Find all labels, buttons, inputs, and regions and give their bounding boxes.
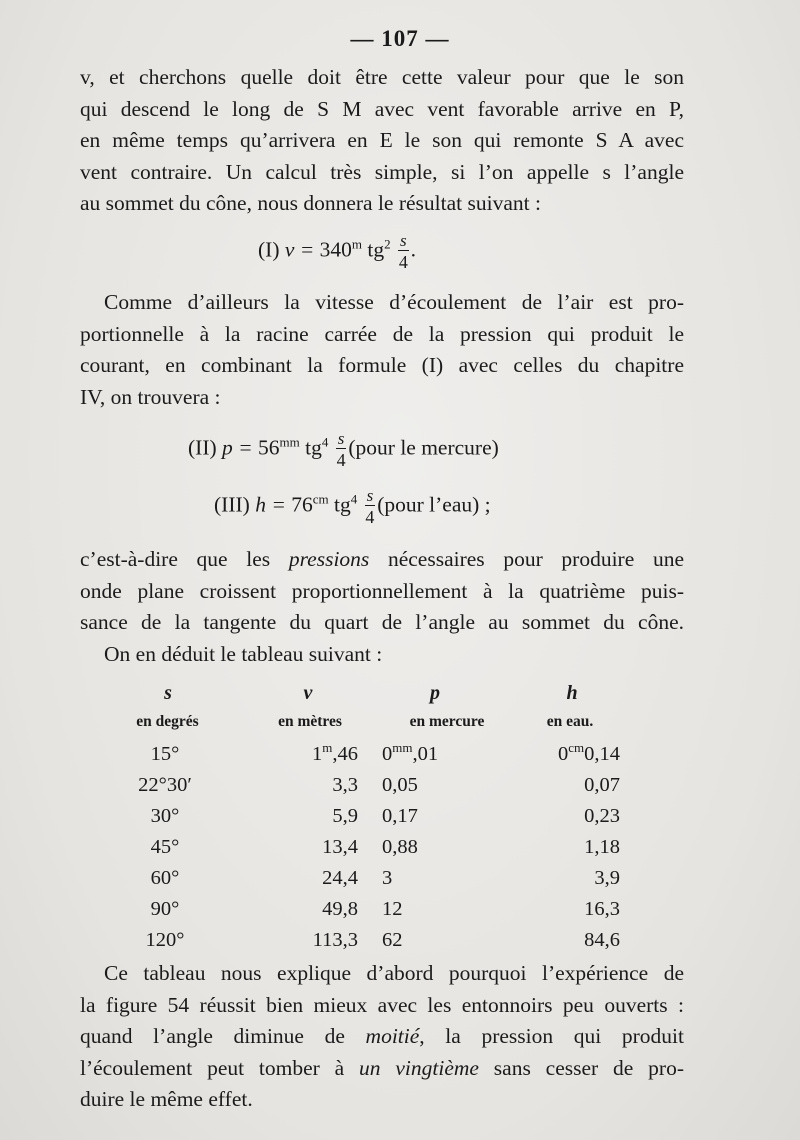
- unit-cell: en degrés: [136, 713, 199, 730]
- paragraph-1: [80, 62, 684, 220]
- table-row: [120, 774, 620, 805]
- table-cell-h: [520, 740, 620, 766]
- table-cell-h: [520, 898, 620, 921]
- table-cell-v: [248, 867, 358, 890]
- cell-text: 84,6: [584, 929, 620, 951]
- formula-power: 2: [384, 236, 391, 252]
- cell-text: 24,4: [322, 867, 358, 889]
- text-line: [80, 544, 684, 576]
- table-cell-h: [520, 867, 620, 890]
- cell-text: 0,07: [584, 774, 620, 796]
- cell-text: 12: [382, 898, 403, 920]
- text-span: sans cesser de pro-: [478, 1055, 684, 1080]
- table-row: [120, 867, 620, 898]
- table-header-row: [120, 682, 620, 713]
- paragraph-4: [80, 958, 684, 1116]
- formula-func: tg: [305, 435, 322, 460]
- text-span: nécessaires pour produire une: [369, 547, 684, 571]
- table-cell-v: [248, 740, 358, 766]
- formula-3: [214, 487, 491, 526]
- cell-text: 0,88: [382, 836, 418, 858]
- formula-unit: m: [351, 236, 363, 252]
- cell-text: 113,3: [312, 929, 358, 951]
- fraction: [365, 487, 376, 526]
- text-line: vent contraire. Un calcul très simple, si l’on appelle s l’angle: [80, 159, 684, 184]
- page-number: — 107 —: [350, 26, 450, 51]
- header-cell: s: [164, 682, 172, 704]
- text-line: en même temps qu’arrivera en E le son qui remonte S A avec: [80, 128, 684, 152]
- text-line: sance de la tangente du quart de l’angle au sommet du cône.: [80, 610, 684, 634]
- unit-cell: en eau.: [546, 713, 594, 730]
- text-line: IV, on trouvera :: [80, 384, 221, 409]
- fraction-numerator: s: [400, 231, 407, 250]
- header-cell: p: [430, 682, 440, 704]
- cell-unit: mm: [392, 740, 413, 756]
- table-cell-h: [520, 929, 620, 952]
- formula-lhs: p =: [222, 435, 253, 460]
- cell-text: 5,9: [332, 805, 358, 827]
- table-cell-s: 60°: [150, 867, 180, 889]
- fraction: [336, 430, 347, 469]
- fraction-numerator: s: [337, 429, 345, 448]
- table-cell-v: [248, 836, 358, 859]
- text-line: courant, en combinant la formule (I) avec celles du chapitre: [80, 353, 684, 377]
- text-span: , la pression qui produit: [419, 1024, 684, 1048]
- unit-cell: en mètres: [278, 713, 342, 730]
- text-line: la figure 54 réussit bien mieux avec les entonnoirs peu ouverts :: [80, 992, 684, 1017]
- table-cell-v: [248, 805, 358, 828]
- table-cell-h: [520, 774, 620, 797]
- text-span: l’écoulement peut tomber à: [80, 1055, 360, 1080]
- cell-text: 0,23: [584, 805, 620, 827]
- table-row: [120, 929, 620, 960]
- formula-unit: cm: [312, 491, 329, 507]
- cell-text: ,46: [332, 743, 358, 765]
- header-cell: h: [566, 682, 578, 704]
- table-cell-p: [382, 740, 492, 766]
- cell-text: 16,3: [584, 898, 620, 920]
- emphasis: un vingtième: [359, 1055, 479, 1080]
- text-line: v, et cherchons quelle doit être cette valeur pour que le son: [80, 65, 684, 89]
- fraction-denominator: 4: [336, 450, 346, 470]
- formula-label: (III): [214, 492, 250, 517]
- table-cell-p: [382, 836, 492, 859]
- formula-func: tg: [333, 492, 351, 517]
- data-table: [120, 682, 620, 960]
- formula-unit: mm: [279, 434, 300, 450]
- table-cell-s: 30°: [150, 805, 180, 827]
- table-cell-h: [520, 836, 620, 859]
- table-cell-v: [248, 929, 358, 952]
- text-line: Ce tableau nous explique d’abord pourquoi l’expérience de: [104, 961, 684, 985]
- cell-unit: cm: [568, 740, 585, 756]
- text-line: duire le même effet.: [80, 1087, 253, 1111]
- formula-note: (pour l’eau) ;: [377, 492, 491, 517]
- formula-lhs: v =: [284, 237, 315, 262]
- formula-lhs: h =: [255, 492, 286, 517]
- cell-text: ,01: [412, 743, 439, 765]
- cell-text: 0,14: [584, 743, 620, 765]
- cell-text: 62: [382, 929, 403, 951]
- paragraph-2: [80, 287, 684, 413]
- table-units-row: [120, 713, 620, 743]
- table-cell-p: [382, 774, 492, 797]
- formula-coef: 76: [291, 492, 313, 517]
- table-cell-s: 15°: [150, 743, 180, 765]
- table-cell-p: [382, 898, 492, 921]
- formula-func: tg: [367, 237, 385, 262]
- cell-text: 1: [312, 743, 323, 765]
- text-span: c’est-à-dire que les: [80, 547, 289, 571]
- formula-power: 4: [350, 491, 358, 507]
- text-line: [80, 1053, 684, 1085]
- text-line: On en déduit le tableau suivant :: [104, 641, 383, 666]
- table-row: [120, 740, 620, 774]
- formula-label: (I): [258, 237, 280, 262]
- cell-text: 0: [557, 743, 569, 765]
- table-row: [120, 898, 620, 929]
- formula-coef: 56: [258, 435, 280, 460]
- table-cell-v: [248, 774, 358, 797]
- table-body: [120, 740, 620, 960]
- formula-2: [188, 430, 499, 469]
- table-cell-h: [520, 805, 620, 828]
- fraction-denominator: 4: [398, 252, 408, 272]
- cell-text: 3,3: [332, 774, 358, 796]
- cell-text: 3,9: [594, 867, 620, 889]
- fraction: [398, 232, 409, 271]
- cell-text: 1,18: [584, 836, 620, 858]
- formula-tail: .: [410, 237, 417, 262]
- fraction-numerator: s: [366, 486, 374, 505]
- text-line: qui descend le long de S M avec vent favorable arrive en P,: [80, 96, 684, 121]
- paragraph-3: [80, 544, 684, 670]
- table-row: [120, 805, 620, 836]
- emphasis: pressions: [288, 547, 370, 571]
- table-cell-p: [382, 805, 492, 828]
- table-cell-p: [382, 929, 492, 952]
- unit-cell: en mercure: [409, 713, 485, 730]
- text-line: portionnelle à la racine carrée de la pression qui produit le: [80, 321, 684, 346]
- table-cell-s: 120°: [145, 929, 185, 951]
- formula-1: [258, 232, 416, 271]
- emphasis: moitié: [365, 1024, 420, 1048]
- table-cell-s: 90°: [150, 898, 180, 920]
- cell-text: 0,17: [382, 805, 418, 827]
- text-line: au sommet du cône, nous donnera le résultat suivant :: [80, 191, 541, 215]
- table-cell-s: 45°: [150, 836, 180, 858]
- text-line: Comme d’ailleurs la vitesse d’écoulement de l’air est pro-: [104, 290, 684, 314]
- cell-text: 3: [382, 867, 393, 889]
- table-cell-v: [248, 898, 358, 921]
- cell-text: 13,4: [322, 836, 358, 858]
- header-cell: v: [303, 682, 313, 704]
- formula-label: (II): [188, 435, 217, 460]
- formula-power: 4: [321, 434, 329, 450]
- cell-text: 0: [382, 743, 393, 765]
- text-span: quand l’angle diminue de: [80, 1024, 366, 1048]
- fraction-denominator: 4: [365, 507, 375, 527]
- formula-coef: 340: [319, 237, 352, 262]
- table-cell-p: [382, 867, 492, 890]
- table-cell-s: 22°30′: [138, 774, 192, 796]
- formula-note: (pour le mercure): [348, 435, 499, 460]
- table-row: [120, 836, 620, 867]
- cell-text: 49,8: [322, 898, 358, 920]
- cell-text: 0,05: [382, 774, 418, 796]
- text-line: [80, 1021, 684, 1053]
- cell-unit: m: [322, 740, 333, 756]
- text-line: onde plane croissent proportionnellement à la quatrième puis-: [80, 578, 684, 603]
